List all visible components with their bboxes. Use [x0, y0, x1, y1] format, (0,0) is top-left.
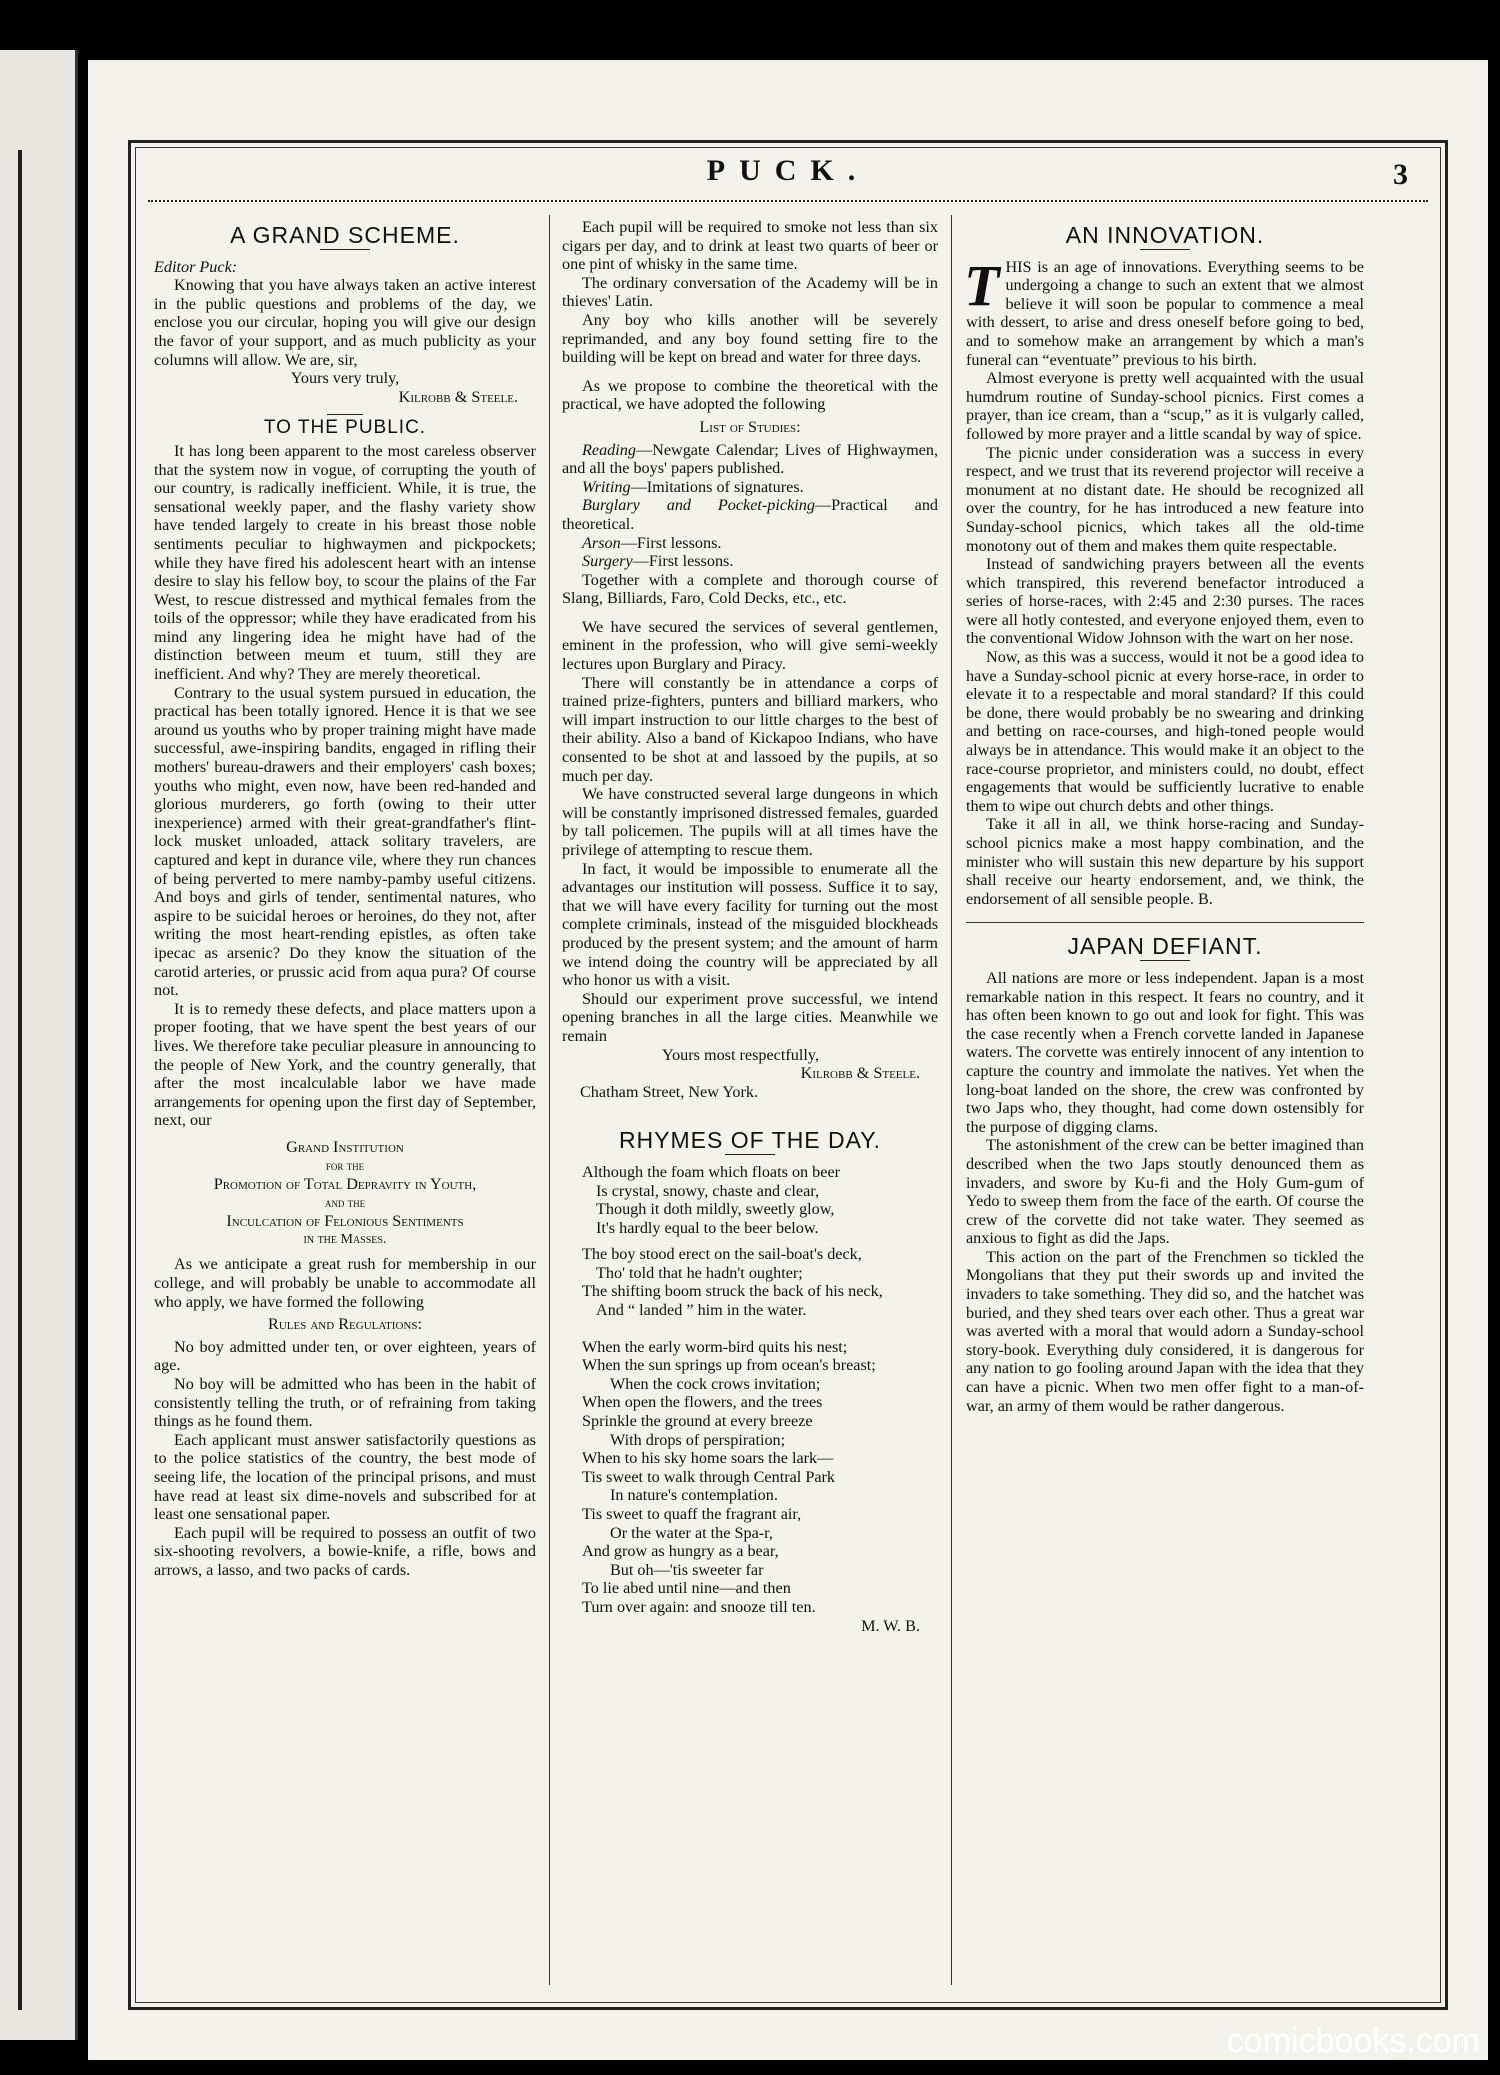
article-heading: RHYMES OF THE DAY. [618, 1127, 882, 1154]
paragraph: The astonishment of the crew can be better imagined than described when the two Japs stoutly denounced them as invaders, and swore by Ku-fi and the Holy Gum-gum of Yedo to sweep them from the face of the earth. Of course the crew of the corvette did not take water. They seemed as anxious to fight as did the Japs. [966, 1136, 1364, 1248]
closing: Yours very truly, [290, 369, 400, 388]
article-heading: JAPAN DEFIANT. [1067, 933, 1263, 960]
studies-heading: List of Studies: [699, 417, 801, 436]
verse-line: Is crystal, snowy, chaste and clear, [596, 1181, 820, 1200]
verse-line: Turn over again: and snooze till ten. [582, 1597, 816, 1616]
paragraph: Now, as this was a success, would it not be a good idea to have a Sunday-school picnic at every horse-race, in order to elevate it to a respectable and moral standard? If this could be done, there would probably be no swearing and drinking and betting on race-courses, and high-toned people would always be in attendance. This would make it an object to the race-course proprietor, and ministers could, no doubt, effect engagements that would be sufficiently lucrative to enable them to wipe out church debts and other things. [966, 648, 1364, 815]
rules-heading: Rules and Regulations: [268, 1315, 422, 1334]
masthead-rule [148, 200, 1428, 202]
paragraph: Together with a complete and thorough course of Slang, Billiards, Faro, Cold Decks, etc., etc. [562, 570, 938, 608]
signature: Kilrobb & Steele. [398, 387, 518, 406]
paragraph: Should our experiment prove successful, we intend opening branches in all the large cities. Meanwhile we remain [562, 989, 938, 1045]
verse-stanza [562, 1245, 938, 1319]
magazine-page [88, 60, 1488, 2060]
verse-stanza [562, 1338, 938, 1617]
verse-line: It's hardly equal to the beer below. [596, 1218, 819, 1237]
institution-line: Promotion of Total Depravity in Youth, [213, 1175, 477, 1194]
verse-line: And grow as hungry as a bear, [582, 1542, 779, 1561]
verse-line: Sprinkle the ground at every breeze [582, 1412, 813, 1431]
paragraph: It has long been apparent to the most careless observer that the system now in vogue, of corrupting the youth of our country, is radically inefficient. While, it is true, the sensational weekly paper, and the flashy variety show have tended largely to create in his breast those noble sentiments peculiar to highwaymen and pickpockets; while they have fired his adolescent heart with an intense desire to slay his fellow boy, to scour the plains of the Far West, to rescue distressed and mythical females from the toils of the oppressor; while they have eradicated from his mind any lingering idea he might have had of the distinction between meum et tuum, still they are inefficient. And why? They are merely theoretical. [154, 441, 536, 684]
paragraph: This action on the part of the Frenchmen so tickled the Mongolians that they put their swords up and invited the invaders to take something. They did so, and the hatchet was buried, and they shed tears over each other. Thus a great war was averted with a moral that would adorn a Sunday-school story-book. Everything duly considered, it is dangerous for any nation to go fooling around Japan with the idea that they can have a picnic. When two men offer fight to a man-of-war, an army of them would be rather dangerous. [966, 1247, 1364, 1415]
paragraph: Each pupil will be required to smoke not less than six cigars per day, and to drink at least two quarts of beer or one pint of whisky in the same time. [562, 218, 938, 274]
heading-rule [1140, 960, 1190, 961]
section-rule [966, 922, 1364, 923]
paragraph: We have secured the services of several gentlemen, eminent in the profession, who will give semi-weekly lectures upon Burglary and Piracy. [562, 617, 938, 674]
institution-line: Grand Institution [286, 1137, 404, 1156]
paragraph: Take it all in all, we think horse-racing and Sunday-school picnics make a most happy combination, and the minister who will sustain this new departure by his support shall receive our hearty endorsement, and, we think, the endorsement of all sensible people. B. [966, 815, 1364, 908]
verse-line: To lie abed until nine—and then [582, 1579, 791, 1598]
paragraph: No boy will be admitted who has been in the habit of consistently telling the truth, or of refraining from taking things as he found them. [154, 1375, 536, 1431]
verse-line: In nature's contemplation. [610, 1486, 778, 1505]
verse-line: Tis sweet to walk through Central Park [582, 1467, 835, 1486]
masthead [148, 150, 1428, 212]
drop-cap: T [964, 252, 1000, 318]
paragraph: The picnic under consideration was a success in every respect, and we trust that its reverend projector will receive a monument at no distant date. He should be recognized all over the country, for he has introduced a new feature into Sunday-school picnics, which takes all the old-time monotony out of them and makes them quite respectable. [966, 443, 1364, 555]
verse-line: When the sun springs up from ocean's breast; [582, 1356, 876, 1375]
paragraph: As we anticipate a great rush for membership in our college, and will probably be unable to accommodate all who apply, we have formed the following [154, 1255, 536, 1311]
previous-page-border [0, 150, 22, 2010]
verse-line: But oh—'tis sweeter far [610, 1560, 764, 1579]
verse-line: Tho' told that he hadn't oughter; [596, 1263, 803, 1282]
paragraph: Each applicant must answer satisfactorily questions as to the police statistics of the country, the best mode of seeing life, the location of the principal prisons, and must have read at least six dime-novels and subscribed for at least one sensational paper. [154, 1430, 536, 1524]
address: Chatham Street, New York. [580, 1082, 759, 1101]
separator-rule [327, 414, 363, 415]
page-number: 3 [1393, 158, 1408, 191]
paragraph: Contrary to the usual system pursued in education, the practical has been totally ignored. Hence it is that we see around us youths who by proper training might have made successful, awe-inspiring bandits, engaged in rifling their mothers' bureau-drawers and their employers' cash boxes; youths who might, even now, have been red-handed and glorious murderers, go forth (owing to their utter inexperience) armed with their great-grandfather's flint-lock musket unloaded, attack solitary travelers, are captured and kept in durance vile, where they run chances of being perverted to mere namby-pamby useful citizens. And boys and girls of tender, sentimental natures, who aspire to be suicidal heroes or heroines, do they not, after writing the most heart-rending epistles, as often take ipecac as arsenic? Do they know the situation of the carotid arteries, or prussic acid from aqua pura? Of course not. [154, 683, 536, 1000]
article-heading: A GRAND SCHEME. [230, 222, 460, 248]
study-item: Surgery—First lessons. [582, 552, 734, 571]
institution-line: and the [324, 1194, 366, 1210]
study-item: Writing—Imitations of signatures. [582, 477, 804, 496]
paragraph: THIS is an age of innovations. Everything seems to be undergoing a change to such an extent that we almost believe it will soon be popular to commence a meal with dessert, to arise and dress oneself before going to bed, and to somehow make an arrangement by which a man's funeral can “eventuate” previous to his birth. [964, 252, 1364, 369]
verse-line: With drops of perspiration; [610, 1430, 786, 1449]
verse-line: When open the flowers, and the trees [582, 1393, 823, 1412]
paragraph: The ordinary conversation of the Academy will be in thieves' Latin. [562, 273, 938, 311]
paragraph: All nations are more or less independent. Japan is a most remarkable nation in this respect. It fears no country, and it has often been known to go out and look for fight. This was the case recently when a French corvette landed in Japanese waters. The corvette was entirely innocent of any intention to capture the country and immolate the natives. Yet when the long-boat landed on the shore, the crew was confronted by two Japs who, they thought, had come down ostensibly for the purpose of digging clams. [966, 968, 1364, 1136]
signature: Kilrobb & Steele. [800, 1064, 920, 1083]
heading-rule [1140, 249, 1190, 250]
institution-line: in the Masses. [303, 1231, 387, 1247]
study-item: Reading—Newgate Calendar; Lives of Highwaymen, and all the boys' papers published. [562, 440, 938, 478]
verse-line: When the cock crows invitation; [610, 1374, 821, 1393]
paragraph: In fact, it would be impossible to enumerate all the advantages our institution will possess. Suffice it to say, that we will have every facility for turning out the most complete criminals, instead of the misguided blockheads produced by the present system; and the amount of harm we intend doing the country will be appreciated by all who honor us with a visit. [562, 859, 938, 990]
verse-stanza [562, 1163, 938, 1237]
previous-page-edge [0, 50, 78, 2040]
verse-line: Though it doth mildly, sweetly glow, [596, 1200, 835, 1219]
column-1 [154, 218, 536, 1580]
institution-line: Inculcation of Felonious Sentiments [226, 1212, 464, 1231]
site-watermark: comicbooks.com [1226, 2022, 1480, 2060]
column-3 [966, 218, 1364, 1415]
column-2 [562, 218, 938, 1635]
verse-line: When to his sky home soars the lark— [582, 1449, 834, 1468]
paragraph: Almost everyone is pretty well acquainted with the usual humdrum routine of Sunday-school picnics. First comes a prayer, than ice cream, than a “scup,” as it is vulgarly called, followed by more prayer and a little scandal by way of spice. [966, 369, 1364, 443]
study-item: Burglary and Pocket-picking—Practical and theoretical. [562, 496, 939, 533]
verse-line: Or the water at the Spa-r, [610, 1523, 773, 1542]
paragraph: Instead of sandwiching prayers between all the events which transpired, this reverend benefactor introduced a series of horse-races, with 2:45 and 2:30 purses. The races were all hotly contested, and everyone enjoyed them, even to the conventional Widow Johnson with the wart on her nose. [966, 555, 1364, 648]
verse-line: When the early worm-bird quits his nest; [582, 1337, 848, 1356]
closing: Yours most respectfully, [662, 1045, 819, 1064]
paragraph: Each pupil will be required to possess an outfit of two six-shooting revolvers, a bowie-knife, a rifle, bows and arrows, a lasso, and two packs of cards. [154, 1523, 536, 1579]
verse-line: And “ landed ” him in the water. [596, 1301, 807, 1320]
subheading: TO THE PUBLIC. [263, 417, 427, 439]
heading-rule [320, 249, 370, 250]
paragraph: It is to remedy these defects, and place matters upon a proper footing, that we have spent the best years of our lives. We therefore take peculiar pleasure in announcing to the people of New York, and the country generally, that after the most incalculable labor we have made arrangements for opening upon the first day of September, next, our [154, 999, 536, 1130]
verse-line: Tis sweet to quaff the fragrant air, [582, 1505, 802, 1523]
column-divider [951, 215, 952, 1985]
paragraph: We have constructed several large dungeons in which will be constantly imprisoned distressed females, guarded by tall policemen. The pupils will at all times have the privilege of attempting to rescue them. [562, 785, 938, 859]
paragraph: As we propose to combine the theoretical with the practical, we have adopted the following [562, 376, 938, 414]
verse-line: The boy stood erect on the sail-boat's deck, [582, 1245, 862, 1264]
heading-rule [725, 1154, 775, 1155]
rhymes-signature: M. W. B. [861, 1616, 920, 1635]
institution-line: for the [325, 1157, 365, 1173]
salutation: Editor Puck: [154, 257, 238, 276]
paragraph: No boy admitted under ten, or over eighteen, years of age. [154, 1337, 536, 1375]
paragraph: There will constantly be in attendance a corps of trained prize-fighters, punters and billiard markers, who will impart instruction to our little charges to the best of their ability. Also a band of Kickapoo Indians, who have consented to be shot at and lassoed by the pupils, at so much per day. [562, 673, 938, 785]
paragraph: Knowing that you have always taken an active interest in the public questions and problems of the day, we enclose you our circular, hoping you will give our design the favor of your support, and as much publicity as your columns will allow. We are, sir, [154, 276, 536, 369]
study-item: Arson—First lessons. [582, 533, 722, 552]
masthead-title: PUCK. [706, 154, 870, 187]
verse-line: Although the foam which floats on beer [582, 1162, 841, 1181]
column-divider [549, 215, 550, 1985]
verse-line: The shifting boom struck the back of his neck, [582, 1282, 883, 1301]
paragraph: Any boy who kills another will be severely reprimanded, and any boy found setting fire to the building will be kept on bread and water for three days. [562, 310, 938, 367]
article-heading: AN INNOVATION. [1065, 222, 1265, 248]
